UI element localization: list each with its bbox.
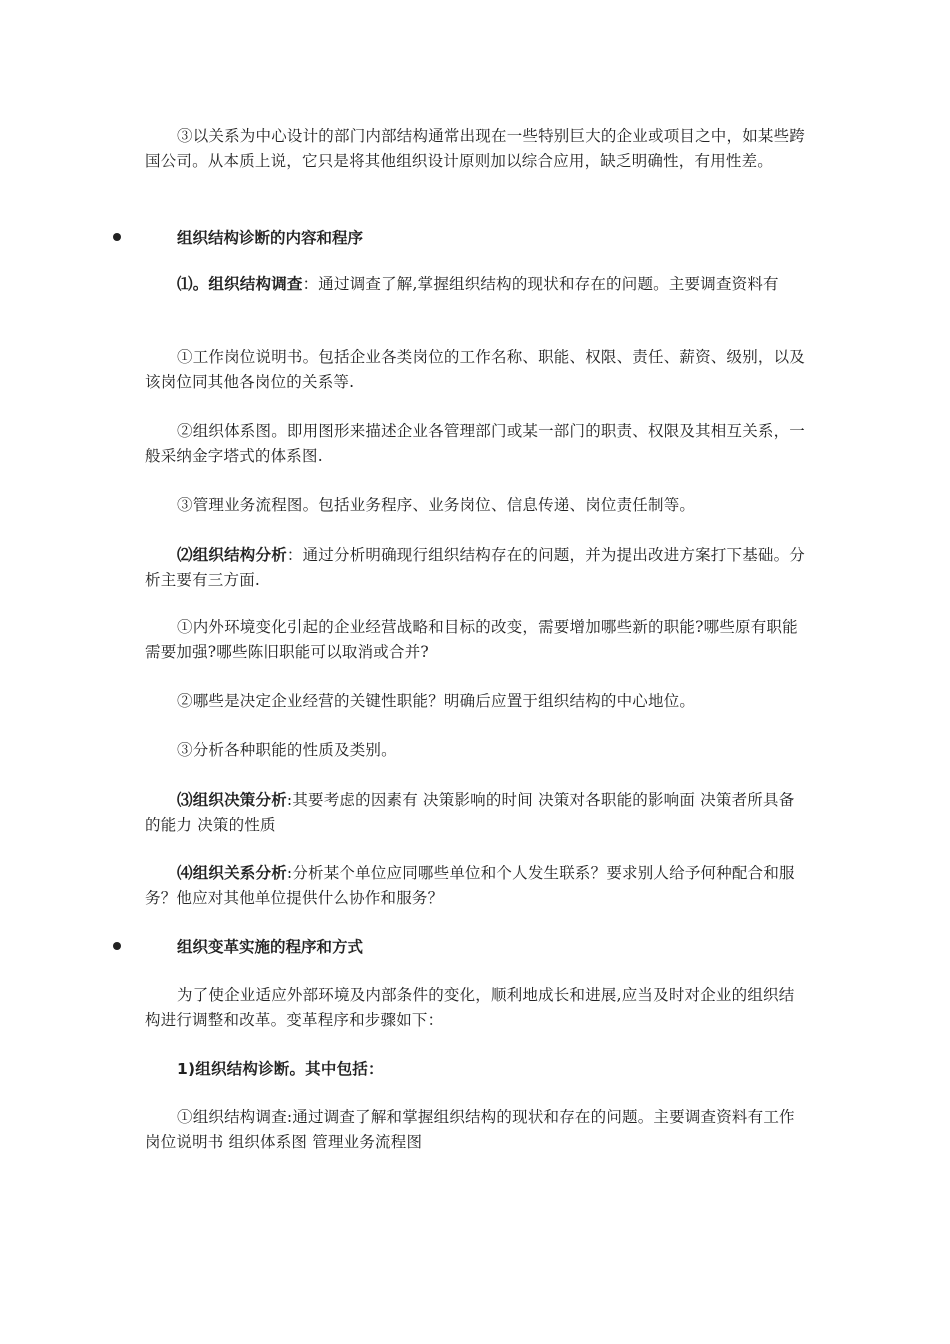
paragraph-change-intro: 为了使企业适应外部环境及内部条件的变化，顺利地成长和进展,应当及时对企业的组织结构进行调整和改革。变革程序和步骤如下：: [145, 986, 795, 1029]
heading-diagnosis: 组织结构诊断的内容和程序: [177, 229, 364, 247]
text-decision-analysis: :其要考虑的因素有 决策影响的时间 决策对各职能的影响面 决策者所具备的能力 决策的性质: [145, 791, 795, 834]
paragraph-job-description: ①工作岗位说明书。包括企业各类岗位的工作名称、职能、权限、责任、薪资、级别，以及该岗位同其他各岗位的关系等.: [145, 348, 806, 391]
paragraph-step-survey: ①组织结构调查:通过调查了解和掌握组织结构的现状和存在的问题。主要调查资料有工作岗位说明书 组织体系图 管理业务流程图: [145, 1108, 795, 1151]
step-diagnosis: 1)组织结构诊断。其中包括：: [177, 1060, 384, 1078]
paragraph-environment-change: ①内外环境变化引起的企业经营战略和目标的改变，需要增加哪些新的职能?哪些原有职能需要加强?哪些陈旧职能可以取消或合并?: [145, 618, 798, 661]
paragraph-decision-analysis: [145, 787, 805, 838]
label-relationship-analysis: ⑷组织关系分析: [177, 863, 287, 882]
paragraph-function-nature: ③分析各种职能的性质及类别。: [177, 741, 397, 759]
heading-change-implementation: 组织变革实施的程序和方式: [177, 938, 364, 956]
paragraph-process-chart: ③管理业务流程图。包括业务程序、业务岗位、信息传递、岗位责任制等。: [177, 496, 696, 514]
paragraph-structure-survey: [145, 271, 805, 297]
label-structure-survey: ⑴。组织结构调查: [177, 274, 303, 293]
paragraph-key-functions: ②哪些是决定企业经营的关键性职能？明确后应置于组织结构的中心地位。: [177, 692, 696, 710]
text-structure-survey: ：通过调查了解,掌握组织结构的现状和存在的问题。主要调查资料有: [302, 275, 779, 293]
text-structure-analysis: ：通过分析明确现行组织结构存在的问题，并为提出改进方案打下基础。分析主要有三方面.: [145, 546, 806, 589]
text-relationship-analysis: :分析某个单位应同哪些单位和个人发生联系？要求别人给予何种配合和服务？他应对其他单位提供什么协作和服务？: [145, 864, 795, 907]
paragraph-org-chart: ②组织体系图。即用图形来描述企业各管理部门或某一部门的职责、权限及其相互关系，一般采纳金字塔式的体系图.: [145, 422, 806, 465]
bullet-icon: [113, 233, 121, 241]
label-structure-analysis: ⑵组织结构分析: [177, 545, 287, 564]
paragraph-structure-analysis: [145, 542, 805, 593]
bullet-icon: [113, 942, 121, 950]
label-decision-analysis: ⑶组织决策分析: [177, 790, 287, 809]
paragraph-relationship-analysis: [145, 860, 805, 911]
paragraph-relationship-centered: ③以关系为中心设计的部门内部结构通常出现在一些特别巨大的企业或项目之中，如某些跨国公司。从本质上说，它只是将其他组织设计原则加以综合应用，缺乏明确性，有用性差。: [145, 127, 806, 170]
